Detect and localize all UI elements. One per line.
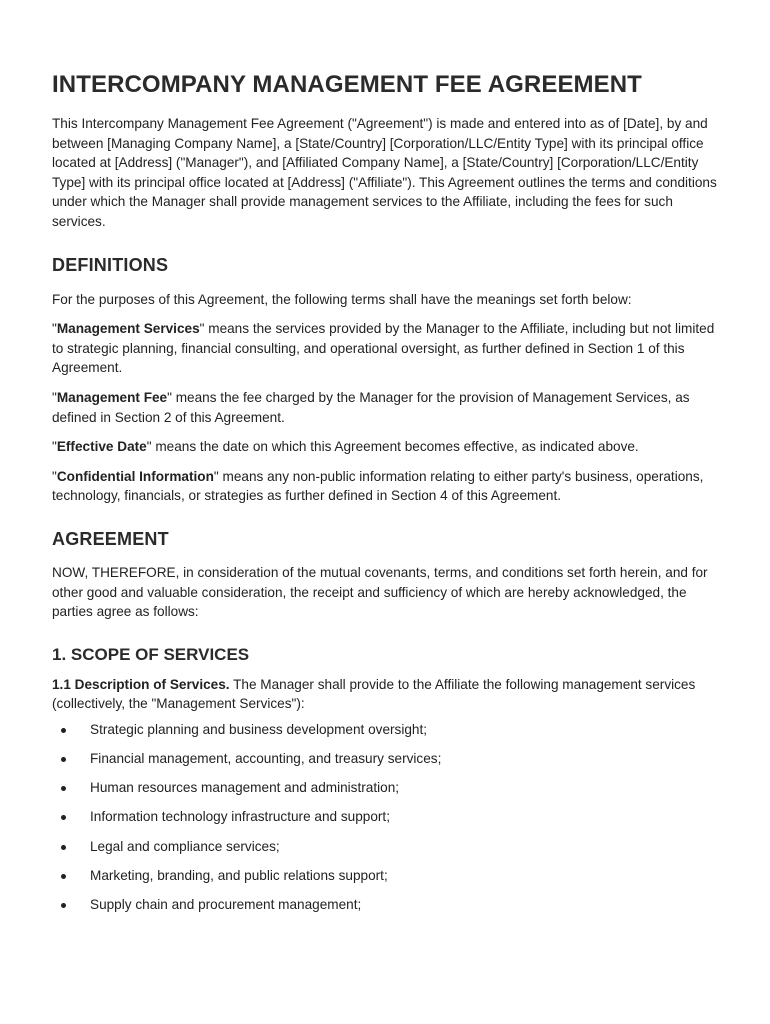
quote-mark: "	[52, 439, 57, 455]
definition-text: " means the fee charged by the Manager for the provision of Management Services, as defined in Section 2 of this Agreement.	[52, 389, 690, 425]
definition-text: " means the services provided by the Manager to the Affiliate, including but not limited to strategic planning, financial consulting, and operational oversight, as further defined in Section 1 of this Agreement.	[52, 321, 715, 376]
bullet-icon	[61, 874, 66, 879]
section-1-1-paragraph	[52, 675, 720, 714]
bullet-icon	[61, 903, 66, 908]
list-item	[52, 895, 720, 915]
quote-mark: "	[52, 321, 57, 337]
quote-mark: "	[52, 389, 57, 405]
definition-effective-date	[52, 437, 720, 457]
bullet-icon	[61, 728, 66, 733]
definition-text: " means the date on which this Agreement becomes effective, as indicated above.	[146, 439, 639, 455]
definition-term: Effective Date	[56, 439, 147, 455]
definition-confidential-information	[52, 467, 720, 506]
definition-term: Management Services	[56, 321, 200, 337]
definition-term: Confidential Information	[56, 468, 214, 484]
bullet-icon	[61, 757, 66, 762]
list-item-text: Strategic planning and business development oversight;	[90, 721, 428, 737]
list-item-text: Financial management, accounting, and treasury services;	[90, 751, 442, 767]
list-item-text: Information technology infrastructure and support;	[90, 809, 390, 825]
list-item-text: Human resources management and administration;	[90, 780, 400, 796]
definition-term: Management Fee	[56, 389, 168, 405]
definitions-intro: For the purposes of this Agreement, the following terms shall have the meanings set forth below:	[52, 291, 632, 307]
list-item	[52, 749, 720, 769]
section-1-1-label: 1.1 Description of Services.	[52, 676, 230, 692]
list-item-text: Supply chain and procurement management;	[90, 897, 362, 912]
definition-text: " means any non-public information relating to either party's business, operations, technology, financials, or strategies as further defined in Section 4 of this Agreement.	[52, 468, 704, 504]
bullet-icon	[61, 845, 66, 850]
definitions-heading: DEFINITIONS	[52, 254, 169, 275]
document-content	[52, 70, 720, 924]
list-item	[52, 866, 720, 886]
agreement-paragraph: NOW, THEREFORE, in consideration of the mutual covenants, terms, and conditions set forth herein, and for other good and valuable consideration, the receipt and sufficiency of which are hereby acknowledged, the parties agree as follows:	[52, 564, 708, 620]
quote-mark: "	[52, 468, 57, 484]
list-item	[52, 778, 720, 798]
agreement-heading: AGREEMENT	[52, 528, 169, 549]
services-list	[52, 720, 720, 915]
definition-management-fee	[52, 388, 720, 427]
list-item-text: Legal and compliance services;	[90, 838, 280, 854]
bullet-icon	[61, 815, 66, 820]
document-title: INTERCOMPANY MANAGEMENT FEE AGREEMENT	[52, 71, 642, 98]
list-item	[52, 807, 720, 827]
bullet-icon	[61, 786, 66, 791]
list-item	[52, 837, 720, 857]
section-1-1-text: The Manager shall provide to the Affiliate the following management services (collectively, the "Management Services"):	[52, 676, 696, 712]
definition-management-services	[52, 319, 720, 378]
list-item-text: Marketing, branding, and public relations support;	[90, 867, 388, 883]
list-item	[52, 720, 720, 740]
scope-heading: 1. SCOPE OF SERVICES	[52, 644, 250, 664]
intro-paragraph: This Intercompany Management Fee Agreement ("Agreement") is made and entered into as of [Date], by and between [Managing Company Name], a [State/Country] [Corporation/LLC/Entity Type] with its principal office located at [Address] ("Manager"), and [Affiliated Company Name], a [State/Country] [Corporation/LLC/Entity Type] with its principal office located at [Address] ("Affiliate"). This Agreement outlines the terms and conditions under which the Manager shall provide management services to the Affiliate, including the fees for such services.	[52, 116, 717, 229]
